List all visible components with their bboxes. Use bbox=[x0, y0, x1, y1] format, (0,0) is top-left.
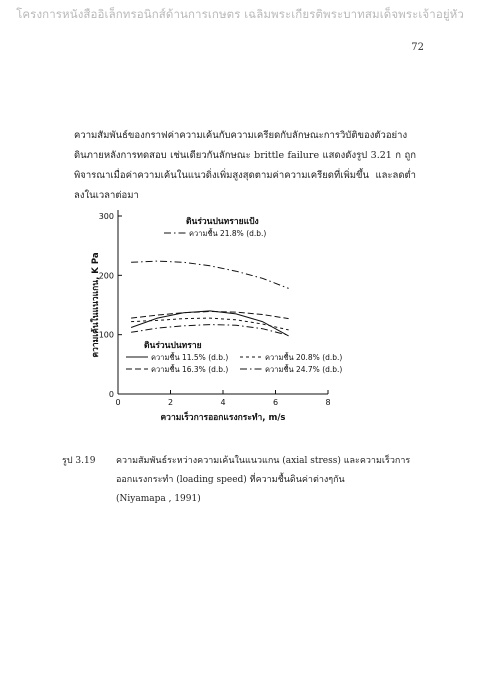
x-tick-label: 6 bbox=[272, 398, 279, 407]
x-tick-label: 2 bbox=[167, 398, 174, 407]
y-tick-label: 100 bbox=[98, 330, 114, 340]
x-tick-label: 8 bbox=[325, 398, 331, 407]
legend-label-5: ความชื้น 24.7% (d.b.) bbox=[265, 365, 343, 374]
caption-label: รูป 3.19 bbox=[62, 456, 96, 466]
series-line-1 bbox=[131, 261, 289, 288]
legend-label-4: ความชื้น 20.8% (d.b.) bbox=[265, 353, 343, 362]
legend-label-3: ความชื้น 16.3% (d.b.) bbox=[151, 365, 229, 374]
body-paragraph: ความสัมพันธ์ของกราฟค่าความเค้นกับความเครียดกับลักษณะการวิบัติของตัวอย่างดินภายหลังการทดสอบ เช่นเดียวกันลักษณะ brittle failure แสดงดังรูป 3.21 ก ถูกพิจารณาเมื่อค่าความเค้นในแนวดิ่งเพิ่มสูงสุดตามค่าความเครียดที่เพิ่มขึ้น และลดต่ำลงในเวลาต่อมา bbox=[74, 130, 416, 201]
caption-text: ความสัมพันธ์ระหว่างความเค้นในแนวแกน (axial stress) และความเร็วการออกแรงกระทำ (loading speed) ที่ความชื้นดินค่าต่างๆกัน bbox=[116, 456, 411, 485]
legend-label-2: ความชื้น 11.5% (d.b.) bbox=[151, 353, 229, 362]
figure bbox=[88, 204, 388, 448]
x-tick-label: 0 bbox=[115, 398, 121, 407]
y-tick-label: 0 bbox=[108, 390, 114, 399]
series-line-2 bbox=[131, 311, 289, 336]
x-axis-label: ความเร็วการออกแรงกระทำ, m/s bbox=[160, 413, 286, 423]
x-tick-label: 4 bbox=[220, 398, 226, 407]
legend-label-1: ความชื้น 21.8% (d.b.) bbox=[189, 229, 267, 238]
y-tick-label: 300 bbox=[98, 212, 114, 221]
stress-speed-chart bbox=[88, 204, 388, 444]
y-tick-label: 200 bbox=[98, 271, 114, 281]
group-label-1: ดินร่วนปนทรายแป้ง bbox=[186, 217, 259, 227]
group-label-2: ดินร่วนปนทราย bbox=[144, 341, 202, 351]
caption-reference: (Niyamapa , 1991) bbox=[116, 494, 201, 504]
series-line-4 bbox=[131, 318, 289, 330]
page-number: 72 bbox=[411, 42, 424, 53]
watermark-header: โครงการหนังสืออิเล็กทรอนิกส์ด้านการเกษตร เฉลิมพระเกียรติพระบาทสมเด็จพระเจ้าอยู่หัว bbox=[16, 7, 464, 21]
series-line-5 bbox=[131, 325, 289, 336]
y-axis-label: ความเค้นในแนวแกน, K Pa bbox=[91, 252, 101, 358]
series-line-3 bbox=[131, 312, 289, 319]
